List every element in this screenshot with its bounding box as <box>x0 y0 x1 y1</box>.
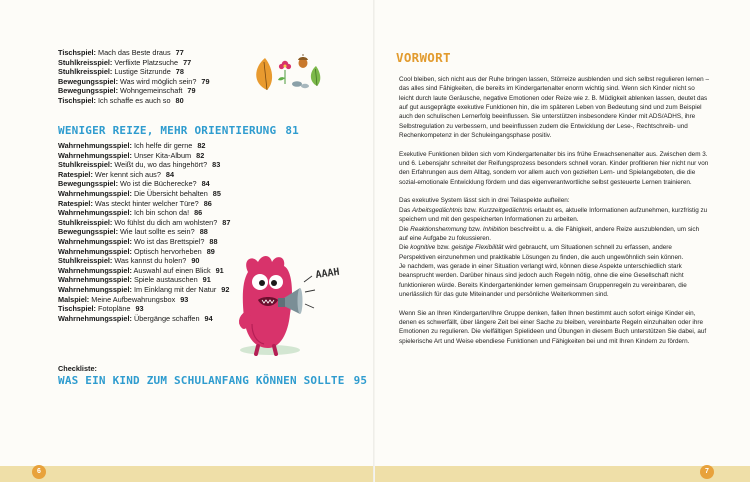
footer-bar-left <box>0 466 375 482</box>
toc-entry-page: 86 <box>194 208 203 218</box>
paragraph: Wenn Sie an Ihren Kindergarten/Ihre Gruppe denken, fallen Ihnen bestimmt auch sofort einige Kinder ein, denen es schwerfällt, über längere Zeit bei einer Sache zu bleiben, vereinbarte Regeln einzuhalten oder ihre Emotionen zu regulieren. Die vielfältigen Spielideen und Übungen in diesem Buch unterstützen Sie dabei, auf spielerische Art und Weise ebendiese Funktionen und Fähigkeiten bei und mit Ihren Kindern zu fördern. <box>399 309 707 345</box>
page-title: VORWORT <box>396 50 451 65</box>
toc-entry-title: Wo ist die Bücherecke? <box>120 179 197 189</box>
term: Kurzzeitgedächtnis <box>478 206 533 214</box>
toc-entry-page: 89 <box>206 246 215 256</box>
toc-entry-category: Wahrnehmungsspiel: <box>58 313 132 323</box>
page-number-left: 6 <box>32 465 46 479</box>
toc-entry-category: Wahrnehmungsspiel: <box>58 246 132 256</box>
toc-entry-page: 78 <box>175 67 184 77</box>
toc-entry-category: Tischspiel: <box>58 48 96 57</box>
section-page-number: 81 <box>285 124 299 137</box>
toc-entry-category: Wahrnehmungsspiel: <box>58 141 132 150</box>
toc-entry-page: 90 <box>191 256 200 266</box>
toc-entry-category: Wahrnehmungsspiel: <box>58 284 132 294</box>
paragraph-arbeitsgedaechtnis <box>399 206 709 225</box>
toc-entry-title: Optisch hervorheben <box>133 246 202 256</box>
toc-entry-title: Wohngemeinschaft <box>120 86 183 96</box>
toc-entry-category: Bewegungsspiel: <box>58 86 119 96</box>
toc-entry-category: Malspiel: <box>58 294 90 304</box>
toc-entry-page: 79 <box>201 76 210 86</box>
section-title-text: WENIGER REIZE, MEHR ORIENTIERUNG <box>58 124 277 137</box>
toc-entry-category: Bewegungsspiel: <box>58 179 119 189</box>
toc-entry-page: 93 <box>135 304 144 314</box>
toc-entry[interactable] <box>58 227 318 237</box>
toc-entry-title: Im Einklang mit der Natur <box>133 284 217 294</box>
toc-entry-title: Ich schaffe es auch so <box>98 95 171 105</box>
toc-entry-title: Meine Aufbewahrungsbox <box>91 294 176 304</box>
text: bzw. <box>435 244 452 252</box>
toc-entry[interactable] <box>58 189 318 199</box>
toc-entry[interactable] <box>58 208 318 218</box>
toc-entry-page: 77 <box>183 57 192 67</box>
section-title-weniger-reize[interactable] <box>58 124 299 137</box>
toc-entry-category: Stuhlkreisspiel: <box>58 256 113 266</box>
toc-entry-category: Wahrnehmungsspiel: <box>58 188 132 198</box>
section-title-schulanfang[interactable] <box>58 374 367 387</box>
flower-icon <box>278 61 291 84</box>
toc-entry-page: 88 <box>199 227 208 237</box>
leaf-green-icon <box>311 66 320 86</box>
toc-entry-title: Verflixte Platzsuche <box>114 57 179 67</box>
text: bzw. <box>466 225 483 233</box>
toc-entry-title: Ich helfe dir gerne <box>133 141 193 150</box>
term: Inhibition <box>482 225 509 233</box>
toc-entry-page: 86 <box>203 198 212 208</box>
toc-entry-category: Stuhlkreisspiel: <box>58 217 113 227</box>
toc-entry-title: Wo fühlst du dich am wohlsten? <box>114 217 218 227</box>
paragraph: Cool bleiben, sich nicht aus der Ruhe bringen lassen, Störreize ausblenden und sich selbst regulieren lernen – das alles sind Fähigkeiten, die bereits im Kindergartenalter enorm wichtig sind. Wenn sich Kinder nicht so leicht durch laute Geräusche, negative Emotionen oder Reize wie z. B. Müdigkeit ablenken lassen, deutet das auf gut ausgeprägte exekutive Funktionen hin, die im späteren Leben von Bedeutung sind und zum Beispiel auch den schulischen Lernerfolg beeinflussen. Sie unterstützen insbesondere Kinder mit ADS/ADHS, ihre Selbstregulation zu verbessern, und beeinflussen zudem die Entwicklung der Lese-, Rechtschreib- und Rechenkompetenz in der Schuleingangsphase positiv. <box>399 76 709 140</box>
section-page-number: 95 <box>353 374 368 387</box>
toc-entry[interactable] <box>58 151 318 161</box>
term: Reaktionshemmung <box>410 225 467 233</box>
leaves-flowers-illustration <box>245 48 325 98</box>
toc-entry-category: Stuhlkreisspiel: <box>58 160 113 170</box>
toc-entry-title: Was kannst du holen? <box>114 256 187 266</box>
toc-entry-title: Wo ist das Brettspiel? <box>133 236 205 246</box>
paragraph-flexibilitaet <box>399 243 709 262</box>
toc-entry-category: Ratespiel: <box>58 169 93 179</box>
text: beschreibt u. a. die Fähigkeit, andere Reize auszublenden, um sich auf eine Aufgabe zu fokussieren. <box>399 225 700 242</box>
toc-entry[interactable] <box>58 141 318 151</box>
toc-entry-page: 79 <box>187 86 196 96</box>
toc-entry-page: 77 <box>175 48 184 57</box>
toc-entry-title: Auswahl auf einen Blick <box>133 265 211 275</box>
toc-entry-page: 82 <box>196 150 205 160</box>
toc-entry-page: 88 <box>209 236 218 246</box>
toc-entry-page: 80 <box>175 95 184 105</box>
toc-entry[interactable] <box>58 237 318 247</box>
text: erlaubt es, aktuelle Informationen aufzunehmen, kurzfristig zu speichern und mit den gespeicherten Informationen zu arbeiten. <box>399 206 708 224</box>
paragraph-reaktionshemmung <box>399 225 709 244</box>
speech-text: AAAH <box>314 266 341 281</box>
toc-entry-title: Wie laut sollte es sein? <box>120 227 195 237</box>
toc-entry-category: Bewegungsspiel: <box>58 227 119 237</box>
toc-entry-title: Lustige Sitzrunde <box>114 67 171 77</box>
monster-illustration <box>208 252 353 360</box>
toc-entry-category: Wahrnehmungsspiel: <box>58 208 132 218</box>
text: Das <box>399 206 413 214</box>
text: bzw. <box>462 206 479 214</box>
toc-entry-title: Ich bin schon da! <box>133 208 190 218</box>
toc-entry-title: Was steckt hinter welcher Türe? <box>94 198 199 208</box>
term: geistige Flexibilität <box>451 244 504 252</box>
toc-entry-title: Mach das Beste draus <box>98 48 171 57</box>
toc-entry-page: 85 <box>212 188 221 198</box>
toc-entry-page: 83 <box>212 160 221 170</box>
toc-entry[interactable] <box>58 199 318 209</box>
toc-entry-title: Wer kennt sich aus? <box>94 169 161 179</box>
toc-entry-category: Wahrnehmungsspiel: <box>58 236 132 246</box>
toc-entry-category: Tischspiel: <box>58 95 96 105</box>
paragraph: Je nachdem, was gerade in einer Situation verlangt wird, können diese Aspekte unterschiedlich stark beansprucht werden. Darüber hinaus sind jedoch auch Regeln nötig, ohne die eine Gesellschaft nicht funktionieren würde. Bereits Kindergartenkinder lernen gemeinsam Gruppenregeln zu vereinbaren, die unerlässlich für das gute Miteinander und persönliche Weiterkommen sind. <box>399 262 687 298</box>
toc-entry-category: Wahrnehmungsspiel: <box>58 275 132 285</box>
toc-entry-title: Weißt du, wo das hingehört? <box>114 160 208 170</box>
toc-entry-category: Stuhlkreisspiel: <box>58 57 113 67</box>
toc-entry-page: 91 <box>215 265 224 275</box>
page-number-right: 7 <box>700 465 714 479</box>
toc-entry-title: Was wird möglich sein? <box>120 76 197 86</box>
footer-bar-right <box>375 466 750 482</box>
toc-entry[interactable] <box>58 160 318 170</box>
toc-entry-page: 93 <box>180 294 189 304</box>
toc-entry-page: 82 <box>197 141 206 150</box>
checklist-label: Checkliste: <box>58 364 97 373</box>
toc-entry-title: Fotopläne <box>98 304 131 314</box>
toc-entry-category: Ratespiel: <box>58 198 93 208</box>
term: Arbeitsgedächtnis <box>412 206 463 214</box>
toc-entry-page: 87 <box>222 217 231 227</box>
toc-entry-page: 92 <box>221 284 230 294</box>
text: Die <box>399 225 411 233</box>
preface-text <box>399 75 709 355</box>
toc-entry-page: 91 <box>202 275 211 285</box>
text: wird gebraucht, um Situationen schnell zu erfassen, andere Perspektiven einzunehmen und praktikable Lösungen zu finden, die auch ungewöhnlich sein können. <box>399 244 684 261</box>
section-title-text: WAS EIN KIND ZUM SCHULANFANG KÖNNEN SOLLTE <box>58 374 345 387</box>
toc-entry[interactable] <box>58 170 318 180</box>
toc-entry-page: 94 <box>204 313 213 323</box>
toc-entry-title: Spiele austauschen <box>133 275 198 285</box>
toc-entry-category: Wahrnehmungsspiel: <box>58 150 132 160</box>
text: Die <box>399 244 411 252</box>
toc-entry-title: Die Übersicht behalten <box>133 188 208 198</box>
stones-icon <box>292 81 309 88</box>
paragraph: Das exekutive System lässt sich in drei Teilaspekte aufteilen: <box>399 197 570 205</box>
toc-entry-title: Unser Kita-Album <box>133 150 192 160</box>
toc-entry-category: Stuhlkreisspiel: <box>58 67 113 77</box>
toc-entry[interactable] <box>58 179 318 189</box>
toc-entry-title: Übergänge schaffen <box>133 313 200 323</box>
paragraph: Exekutive Funktionen bilden sich vom Kindergartenalter bis ins frühe Erwachsenenalter aus. Zwischen dem 3. und 6. Lebensjahr schreitet der Reifungsprozess besonders schnell voran. Kinder profitieren hier nicht nur von den Erfahrungen aus dem Alltag, sondern vor allem auch von gezielten Lern- und Spielangeboten, die die sozial-emotionale Entwicklung fördern und das eigenverantwortliche selbst gesteuerte Lernen trainieren. <box>399 150 709 186</box>
toc-entry-category: Wahrnehmungsspiel: <box>58 265 132 275</box>
toc-entry-category: Bewegungsspiel: <box>58 76 119 86</box>
toc-entry-category: Tischspiel: <box>58 304 96 314</box>
sound-lines-icon <box>304 276 315 308</box>
acorn-icon <box>298 54 308 68</box>
term: kognitive <box>410 244 436 252</box>
toc-entry-page: 84 <box>201 179 210 189</box>
toc-entry-page: 84 <box>165 169 175 179</box>
leaf-icon <box>256 58 272 90</box>
toc-entry[interactable] <box>58 218 318 228</box>
